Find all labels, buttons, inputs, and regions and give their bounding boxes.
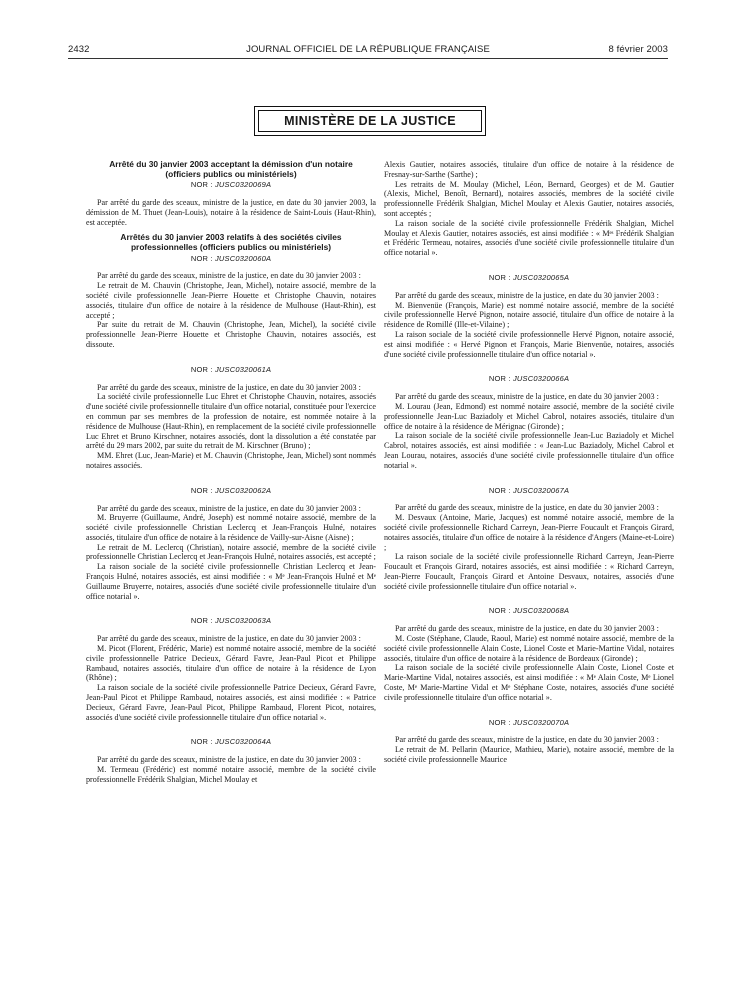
- nor-code: JUSC0320066A: [512, 374, 570, 384]
- paragraph: M. Coste (Stéphane, Claude, Raoul, Marie) est nommé notaire associé, membre de la société civile professionnelle Alain Coste, Lionel Coste et Marie-Martine Vidal, notaires associés, titulaire d'un office de notaire à la résidence de Bordeaux (Gironde) ;: [384, 634, 674, 663]
- paragraph: Le retrait de M. Pellarin (Maurice, Mathieu, Marie), notaire associé, membre de la société civile professionnelle Maurice: [384, 745, 674, 765]
- nor-code: JUSC0320064A: [214, 737, 272, 747]
- nor-code: JUSC0320070A: [512, 717, 570, 727]
- paragraph: Par arrêté du garde des sceaux, ministre de la justice, en date du 30 janvier 2003 :: [395, 290, 659, 300]
- paragraph: Le retrait de M. Chauvin (Christophe, Jean, Michel), notaire associé, membre de la société civile professionnelle Jean-Pierre Houette et Christophe Chauvin, notaires associés, titulaire d'un office de notaire à la résidence de Mulhouse (Haut-Rhin), est accepté ;: [86, 281, 376, 320]
- paragraph: Par arrêté du garde des sceaux, ministre de la justice, en date du 30 janvier 2003 :: [97, 271, 361, 281]
- nor-code: JUSC0320068A: [512, 606, 570, 616]
- paragraph: Par arrêté du garde des sceaux, ministre de la justice, en date du 30 janvier 2003 :: [395, 624, 659, 634]
- nor-reference: NOR : JUSC0320067A: [488, 485, 570, 495]
- paragraph: M. Bruyerre (Guillaume, André, Joseph) est nommé notaire associé, membre de la société civile professionnelle Christian Leclercq et Jean-François Hulné, notaires associés, titulaire d'un office de notaire à la résidence de Vailly-sur-Aisne (Aisne) ;: [86, 513, 376, 542]
- nor-reference: NOR : JUSC0320069A: [190, 180, 272, 190]
- paragraph: La raison sociale de la société civile professionnelle Frédérik Shalgian, Michel Moulay et Alexis Gautier, notaires associés, est ainsi modifiée : « Mᵉˢ Frédérik Shalgian et Frédéric Termeau, notaires, associés d'une société civile professionnelle titulaire d'un office notarial ».: [384, 218, 674, 258]
- paragraph: M. Termeau (Frédéric) est nommé notaire associé, membre de la société civile professionnelle Frédérik Shalgian, Michel Moulay et: [86, 765, 376, 784]
- paragraph: La raison sociale de la société civile professionnelle Hervé Pignon, notaire associé, est ainsi modifiée : « Hervé Pignon et François, Marie Bienvenüe, notaires, associés d'une société civile professionnelle titulaire d'un office notarial ».: [384, 329, 674, 359]
- nor-reference: NOR : JUSC0320066A: [488, 374, 570, 384]
- paragraph: M. Bienvenüe (François, Marie) est nommé notaire associé, membre de la société civile professionnelle Hervé Pignon, notaire associé, titulaire d'un office de notaire à la résidence de Romillé (Ille-et-Vilaine) ;: [384, 300, 674, 330]
- paragraph: Par arrêté du garde des sceaux, ministre de la justice, en date du 30 janvier 2003 :: [97, 634, 361, 644]
- nor-reference: NOR : JUSC0320060A: [190, 253, 272, 263]
- paragraph: Par suite du retrait de M. Chauvin (Christophe, Jean, Michel), la société civile professionnelle Jean-Pierre Houette et Christophe Chauvin, notaires associés, est dissoute.: [86, 320, 376, 349]
- nor-reference: NOR : JUSC0320063A: [190, 616, 272, 626]
- paragraph: Par arrêté du garde des sceaux, ministre de la justice, en date du 30 janvier 2003 :: [97, 755, 361, 765]
- decree-title: Arrêté du 30 janvier 2003 acceptant la démission d'un notaire (officiers publics ou ministériels): [109, 160, 353, 179]
- decree-title: Arrêtés du 30 janvier 2003 relatifs à des sociétés civiles professionnelles (officiers publics ou ministériels): [120, 232, 342, 252]
- paragraph: M. Desvaux (Antoine, Marie, Jacques) est nommé notaire associé, membre de la société civile professionnelle Richard Carreyn, Jean-Pierre Foucault et François Girard, notaires associés, titulaire d'un office de notaire à la résidence d'Angers (Maine-et-Loire) ;: [384, 513, 674, 552]
- paragraph: Par arrêté du garde des sceaux, ministre de la justice, en date du 30 janvier 2003 :: [395, 503, 659, 513]
- paragraph: Le retrait de M. Leclercq (Christian), notaire associé, membre de la société civile professionnelle Christian Leclercq et Jean-François Hulné, notaires associés, est accepté ;: [86, 542, 376, 562]
- paragraph: M. Picot (Florent, Frédéric, Marie) est nommé notaire associé, membre de la société civile professionnelle Patrice Decieux, Gérard Favre, Jean-Paul Picot et Philippe Rambaud, notaires associés, titulaire d'un office de notaire à la résidence de Lyon (Rhône) ;: [86, 644, 376, 683]
- paragraph: Par arrêté du garde des sceaux, ministre de la justice, en date du 30 janvier 2003, la démission de M. Thuet (Jean-Louis), notaire à la résidence de Saint-Louis (Haut-Rhin), est acceptée.: [86, 197, 376, 227]
- nor-reference: NOR : JUSC0320064A: [190, 737, 272, 747]
- paragraph: La raison sociale de la société civile professionnelle Patrice Decieux, Gérard Favre, Jean-Paul Picot et Philippe Rambaud, notaires associés, est ainsi modifiée : « Patrice Decieux, Gérard Favre, Jean-Paul Picot, Philippe Rambaud, Florent Picot, notaires, associés d'une société civile professionnelle titulaire d'un office notarial ».: [86, 683, 376, 722]
- nor-code: JUSC0320067A: [512, 485, 570, 495]
- nor-code: JUSC0320063A: [214, 616, 272, 626]
- paragraph: Par arrêté du garde des sceaux, ministre de la justice, en date du 30 janvier 2003 :: [395, 392, 659, 402]
- nor-reference: NOR : JUSC0320061A: [190, 364, 272, 374]
- paragraph: Par arrêté du garde des sceaux, ministre de la justice, en date du 30 janvier 2003 :: [395, 735, 659, 745]
- paragraph: Les retraits de M. Moulay (Michel, Léon, Bernard, Georges) et de M. Gautier (Alexis, Michel, Benoît, Bernard), notaires associés, membres de la société civile professionnelle Frédérik Shalgian, Michel Moulay et Alexis Gautier, notaires associés, sont acceptés ;: [384, 179, 674, 218]
- paragraph: La raison sociale de la société civile professionnelle Alain Coste, Lionel Coste et Marie-Martine Vidal, notaires associés, est ainsi modifiée : « Mᵉ Alain Coste, Mᵉ Lionel Coste, Mᵉ Marie-Martine Vidal et Mᵉ Stéphane Coste, notaires, associés d'une société civile professionnelle titulaire d'un office notarial ».: [384, 663, 674, 702]
- nor-code: JUSC0320069A: [214, 180, 272, 190]
- nor-reference: NOR : JUSC0320065A: [488, 272, 570, 282]
- paragraph: Par arrêté du garde des sceaux, ministre de la justice, en date du 30 janvier 2003 :: [97, 503, 361, 513]
- running-header: [68, 44, 668, 58]
- paragraph: La raison sociale de la société civile professionnelle Richard Carreyn, Jean-Pierre Foucault et François Girard, notaires associés, est ainsi modifiée : « Richard Carreyn, Jean-Pierre Foucault, François Girard et Antoine Desvaux, notaires, associés d'une société civile professionnelle titulaire d'un office notarial ».: [384, 552, 674, 591]
- paragraph: Alexis Gautier, notaires associés, titulaire d'un office de notaire à la résidence de Fresnay-sur-Sarthe (Sarthe) ;: [384, 160, 674, 179]
- nor-code: JUSC0320062A: [214, 485, 272, 495]
- paragraph: La raison sociale de la société civile professionnelle Jean-Luc Baziadoly et Michel Cabrol, notaires associés, est ainsi modifiée : « Jean-Luc Baziadoly, Michel Cabrol et Jean Lourau, notaires, associés d'une société civile professionnelle titulaire d'un office notarial ».: [384, 431, 674, 470]
- nor-code: JUSC0320061A: [214, 364, 272, 374]
- right-column: [384, 160, 674, 980]
- nor-code: JUSC0320065A: [512, 272, 570, 282]
- paragraph: Par arrêté du garde des sceaux, ministre de la justice, en date du 30 janvier 2003 :: [97, 382, 361, 392]
- paragraph: La raison sociale de la société civile professionnelle Christian Leclercq et Jean-François Hulné, notaires associés, est ainsi modifiée : « Mᵉ Jean-François Hulné et Mᵉ Guillaume Bruyerre, notaires, associés d'une société civile professionnelle titulaire d'un office notarial ».: [86, 562, 376, 601]
- nor-code: JUSC0320060A: [214, 253, 272, 263]
- nor-reference: NOR : JUSC0320068A: [488, 606, 570, 616]
- paragraph: MM. Ehret (Luc, Jean-Marie) et M. Chauvin (Christophe, Jean, Michel) sont nommés notaires associés.: [86, 451, 376, 470]
- nor-reference: NOR : JUSC0320070A: [488, 717, 570, 727]
- left-column: [86, 160, 376, 980]
- journal-title: JOURNAL OFFICIEL DE LA RÉPUBLIQUE FRANÇAISE: [246, 44, 490, 55]
- header-rule: [68, 58, 668, 59]
- issue-date: 8 février 2003: [608, 44, 668, 55]
- paragraph: M. Lourau (Jean, Edmond) est nommé notaire associé, membre de la société civile professionnelle Jean-Luc Baziadoly et Michel Cabrol, notaires associés, titulaire d'un office de notaire à la résidence de Mérignac (Gironde) ;: [384, 401, 674, 431]
- nor-reference: NOR : JUSC0320062A: [190, 485, 272, 495]
- page-number: 2432: [68, 44, 90, 55]
- ministry-title: MINISTÈRE DE LA JUSTICE: [258, 110, 482, 132]
- paragraph: La société civile professionnelle Luc Ehret et Christophe Chauvin, notaires, associés d'une société civile professionnelle titulaire d'un office notarial, constituée pour l'exercice en commun par ses membres de la profession de notaire, est nommée notaire à la résidence de Mulhouse (Haut-Rhin), en remplacement de la société civile professionnelle Luc Ehret et Bruno Kirschner, notaires associés, dont la dissolution a été constatée par arrêté du 29 mars 2002, par suite du retrait de M. Kirschner (Bruno) ;: [86, 392, 376, 451]
- ministry-title-box: [254, 106, 486, 136]
